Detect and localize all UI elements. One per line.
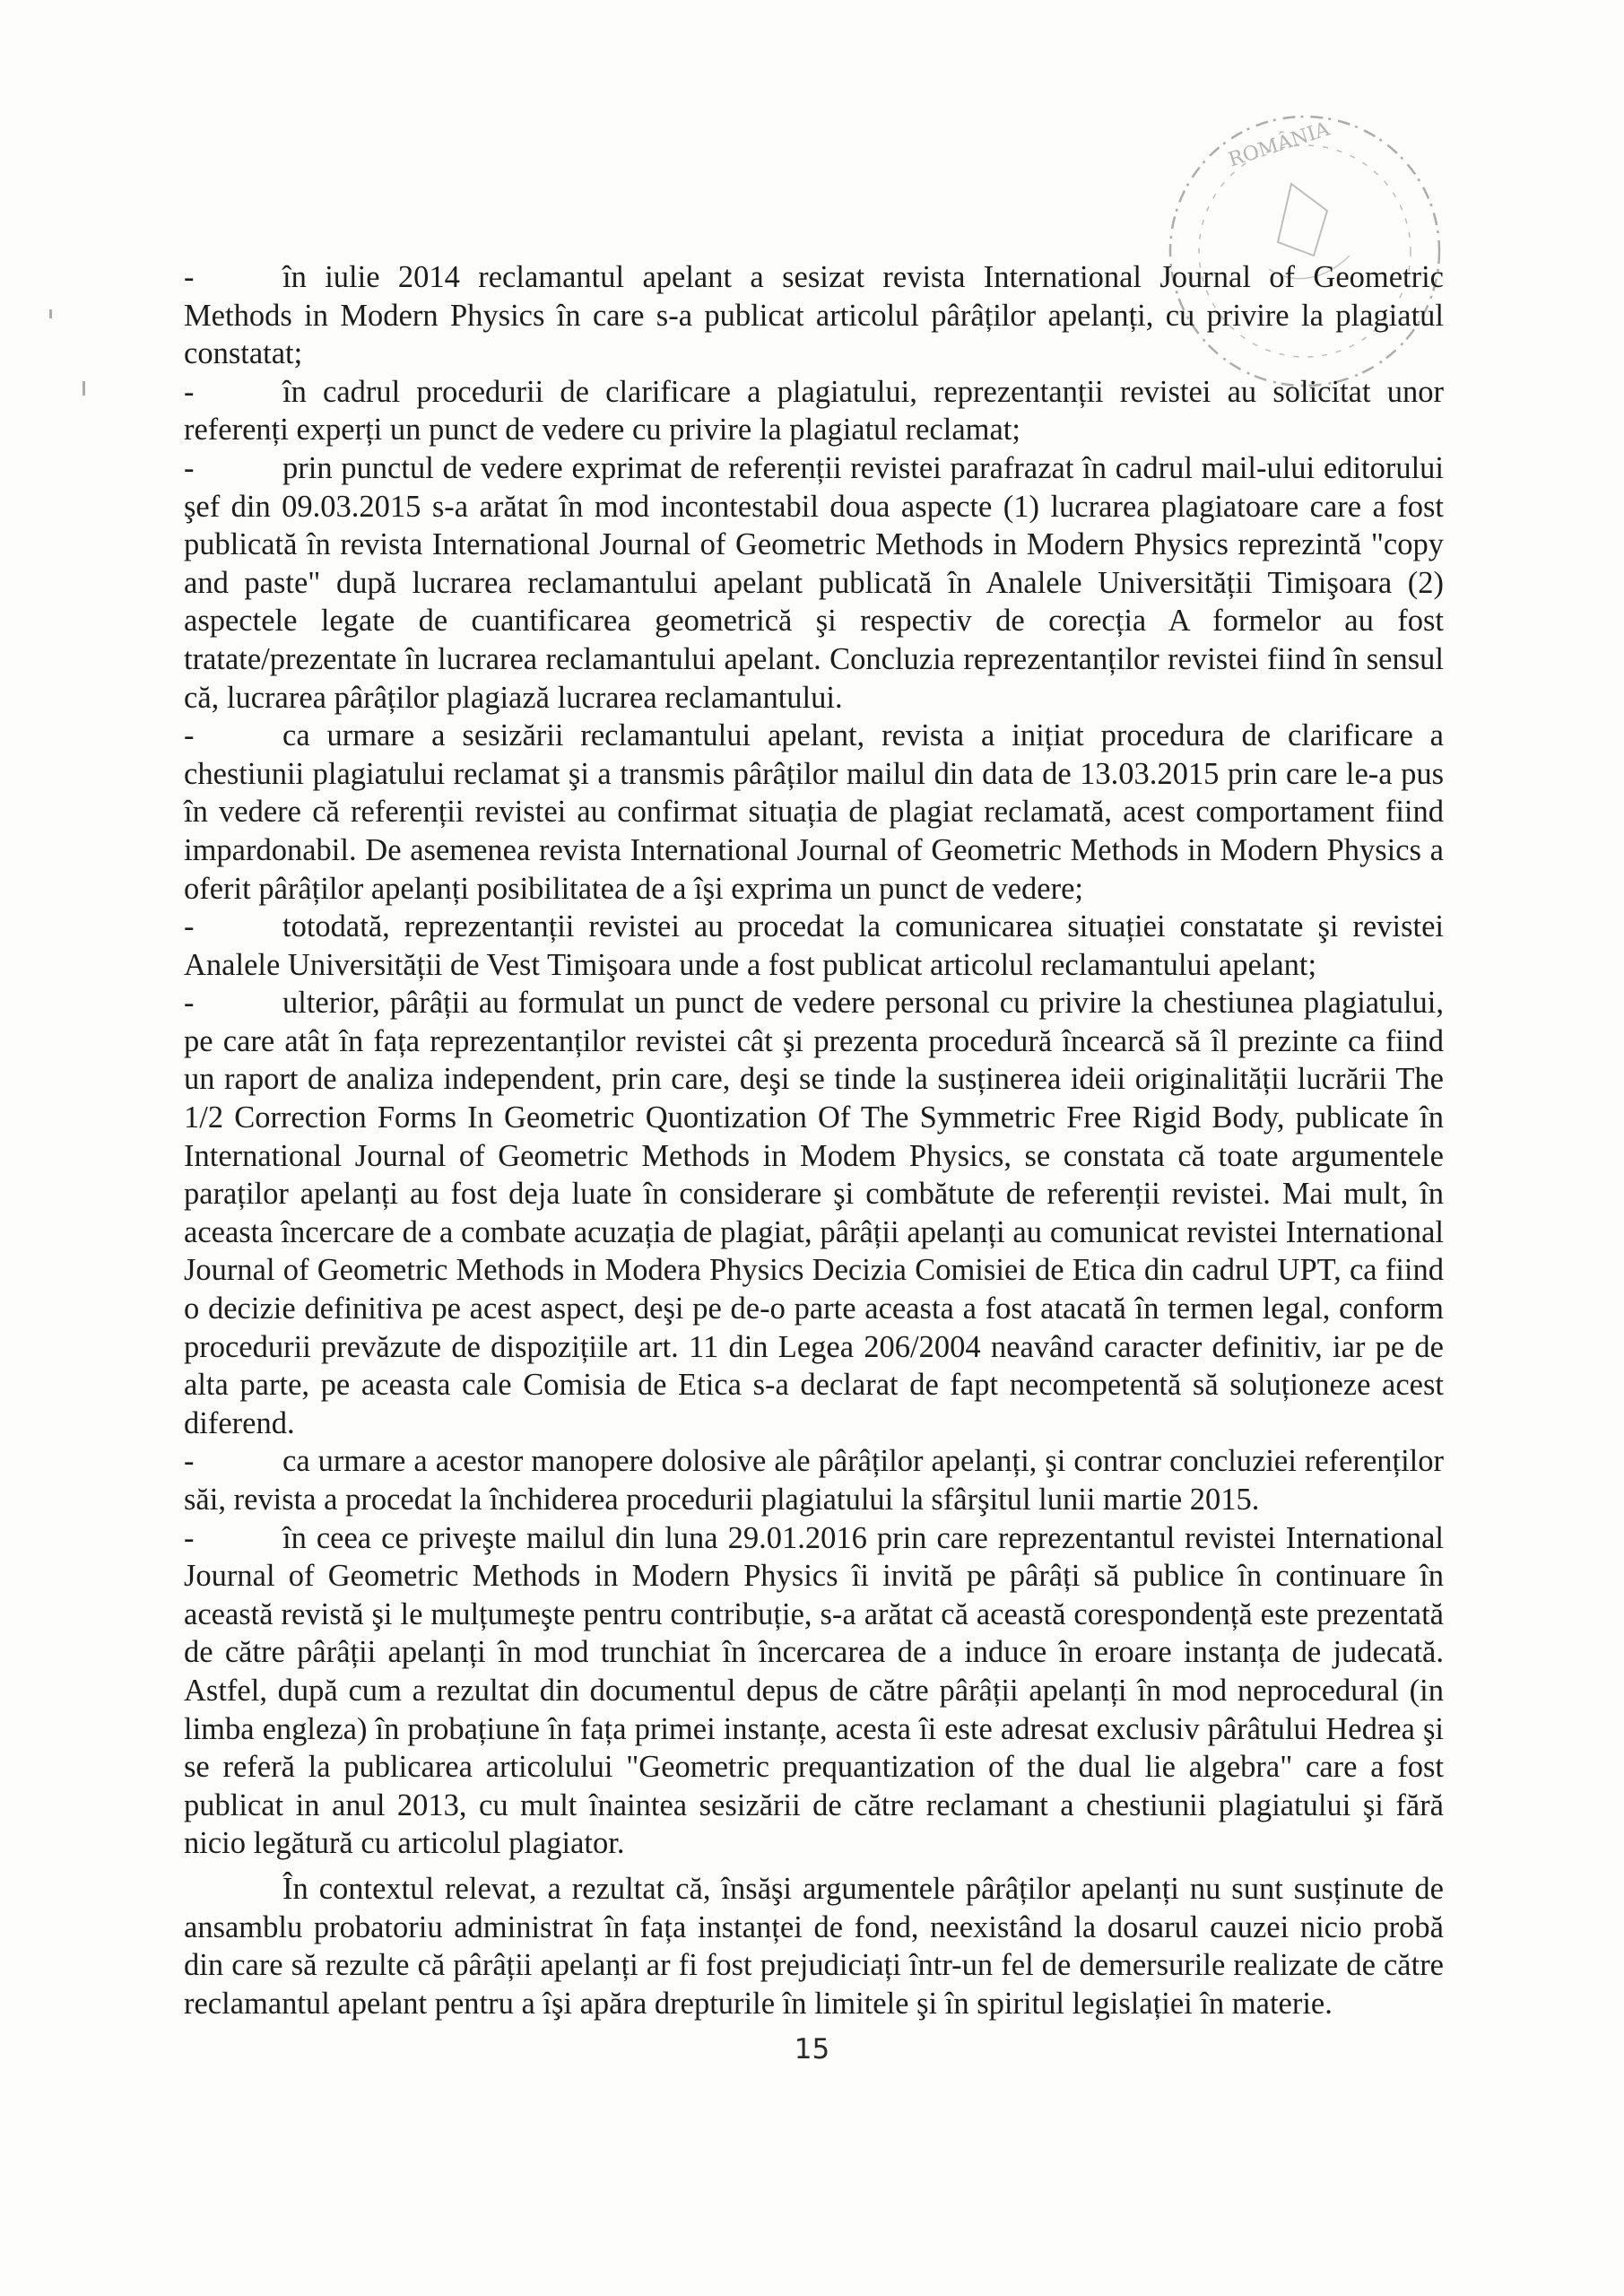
list-item: - ca urmare a acestor manopere dolosive ale pârâților apelanți, şi contrar concluziei referenților săi, revista a procedat la închiderea procedurii plagiatului la sfârşitul lunii martie 2015.	[184, 1444, 1444, 1517]
list-item: - în ceea ce priveşte mailul din luna 29.01.2016 prin care reprezentantul revistei International Journal of Geometric Methods in Modern Physics îi invită pe pârâți să publice în continuare în această revistă şi le mulțumeşte pentru contribuție, s-a arătat că această corespondență este prezentată de către pârâții apelanți în mod trunchiat în încercarea de a induce în eroare instanța de judecată. Astfel, după cum a rezultat din documentul depus de către pârâții apelanți în mod neprocedural (in limba engleza) în probațiune în fața primei instanțe, acesta îi este adresat exclusiv pârâtului Hedrea şi se referă la publicarea articolului "Geometric prequantization of the dual lie algebra" care a fost publicat in anul 2013, cu mult înaintea sesizării de către reclamant a chestiunii plagiatului şi fără nicio legătură cu articolul plagiator.	[184, 1520, 1444, 1861]
list-item: - ulterior, pârâții au formulat un punct de vedere personal cu privire la chestiunea plagiatului, pe care atât în fața reprezentanților revistei cât şi prezenta procedură încearcă să îl prezinte ca fiind un raport de analiza independent, prin care, deşi se tinde la susținerea ideii originalității lucrării The 1/2 Correction Forms In Geometric Quontization Of The Symmetric Free Rigid Body, publicate în International Journal of Geometric Methods in Modem Physics, se constata că toate argumentele paraților apelanți au fost deja luate în considerare şi combătute de referenții revistei. Mai mult, în aceasta încercare de a combate acuzația de plagiat, pârâții apelanți au comunicat revistei International Journal of Geometric Methods in Modera Physics Decizia Comisiei de Etica din cadrul UPT, ca fiind o decizie definitiva pe acest aspect, deşi pe de-o parte aceasta a fost atacată în termen legal, conform procedurii prevăzute de dispozițiile art. 11 din Legea 206/2004 neavând caracter definitiv, iar pe de alta parte, pe aceasta cale Comisia de Etica s-a declarat de fapt necompetentă să soluționeze acest diferend.	[184, 986, 1444, 1440]
list-item: - totodată, reprezentanții revistei au procedat la comunicarea situației constatate şi revistei Analele Universității de Vest Timişoara unde a fost publicat articolul reclamantului apelant;	[184, 909, 1444, 982]
svg-text:ROMÂNIA: ROMÂNIA	[1225, 117, 1333, 172]
page-number: 15	[794, 2033, 830, 2066]
list-item: - ca urmare a sesizării reclamantului apelant, revista a inițiat procedura de clarificare a chestiunii plagiatului reclamat şi a transmis pârâților mailul din data de 13.03.2015 prin care le-a pus în vedere că referenții revistei au confirmat situația de plagiat reclamată, acest comportament fiind impardonabil. De asemenea revista International Journal of Geometric Methods in Modern Physics a oferit pârâților apelanți posibilitatea de a îşi exprima un punct de vedere;	[184, 718, 1444, 906]
margin-mark	[49, 309, 52, 318]
closing-paragraph: În contextul relevat, a rezultat că, însăşi argumentele pârâților apelanți nu sunt susținute de ansamblu probatoriu administrat în fața instanței de fond, neexistând la dosarul cauzei nicio probă din care să rezulte că pârâții apelanți ar fi fost prejudiciați într-un fel de demersurile realizate de către reclamantul apelant pentru a îşi apăra drepturile în limitele şi în spiritul legislației în materie.	[184, 1871, 1444, 2021]
list-item: - în iulie 2014 reclamantul apelant a sesizat revista International Journal of Geometric Methods in Modern Physics în care s-a publicat articolul pârâților apelanți, cu privire la plagiatul constatat;	[184, 260, 1444, 371]
margin-mark	[83, 381, 85, 396]
list-item: - în cadrul procedurii de clarificare a plagiatului, reprezentanții revistei au solicitat unor referenți experți un punct de vedere cu privire la plagiatul reclamat;	[184, 374, 1444, 448]
document-body	[184, 258, 1444, 2022]
list-item: - prin punctul de vedere exprimat de referenții revistei parafrazat în cadrul mail-ului editorului şef din 09.03.2015 s-a arătat în mod incontestabil doua aspecte (1) lucrarea plagiatoare care a fost publicată în revista International Journal of Geometric Methods in Modern Physics reprezintă "copy and paste" după lucrarea reclamantului apelant publicată în Analele Universității Timişoara (2) aspectele legate de cuantificarea geometrică şi respectiv de corecția A formelor au fost tratate/prezentate în lucrarea reclamantului apelant. Concluzia reprezentanților revistei fiind în sensul că, lucrarea pârâților plagiază lucrarea reclamantului.	[184, 450, 1444, 715]
